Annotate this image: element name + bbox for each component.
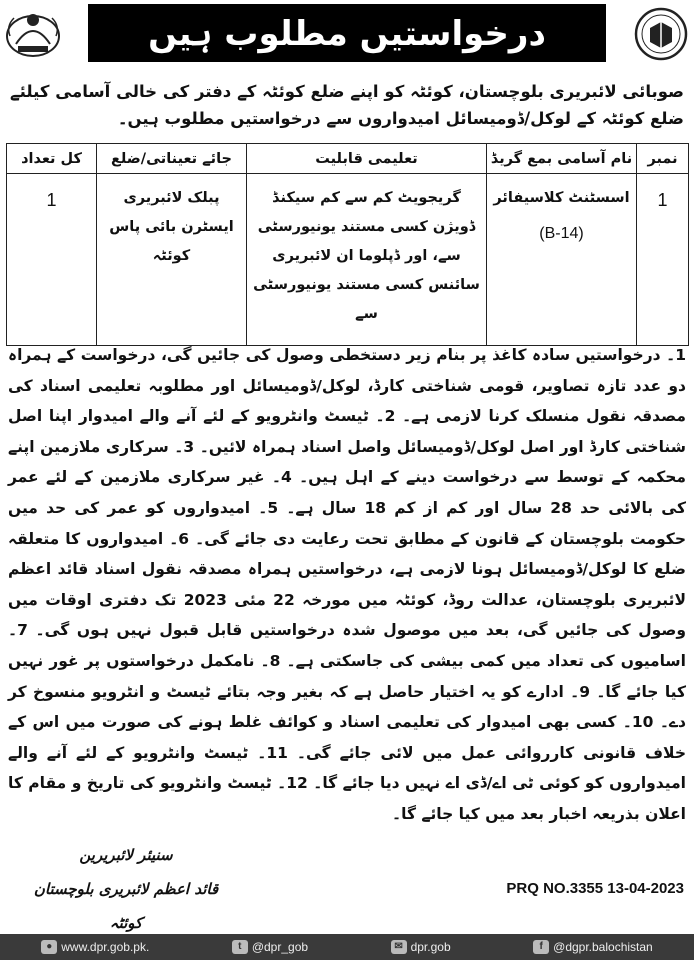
signature-office: قائد اعظم لائبریری بلوچستان کوئٹہ bbox=[33, 880, 219, 932]
row-qualification: گریجویٹ کم سے کم سیکنڈ ڈویژن کسی مستند یونیورسٹی سے، اور ڈپلوما ان لائبریری سائنس کسی مستند یونیورسٹی سے bbox=[247, 174, 487, 346]
header-location: جائے تعیناتی/ضلع bbox=[97, 144, 247, 174]
signature-block bbox=[16, 838, 236, 940]
footer-website[interactable] bbox=[41, 940, 149, 954]
twitter-icon: t bbox=[232, 940, 248, 954]
website-text: www.dpr.gob.pk. bbox=[61, 940, 150, 954]
row-number: 1 bbox=[637, 174, 689, 346]
header-total: کل تعداد bbox=[7, 144, 97, 174]
footer bbox=[0, 934, 694, 960]
table-header-row bbox=[7, 144, 689, 174]
intro-paragraph: صوبائی لائبریری بلوچستان، کوئٹہ کو اپنے ضلع کوئٹہ کے دفتر کی خالی آسامی کیلئے ضلع کوئٹہ کے لوکل/ڈومیسائل امیدواروں سے درخواستیں مطلوب ہیں۔ bbox=[10, 82, 684, 128]
mail-icon: ✉ bbox=[391, 940, 407, 954]
header bbox=[0, 0, 694, 68]
row-post bbox=[487, 174, 637, 346]
signature-designation: سنیئر لائبریرین bbox=[79, 846, 173, 864]
twitter-text: @dpr_gob bbox=[251, 940, 309, 954]
post-grade: (B-14) bbox=[539, 225, 584, 242]
row-location: پبلک لائبریری ایسٹرن بائی پاس کوئٹہ bbox=[97, 174, 247, 346]
facebook-icon: f bbox=[533, 940, 549, 954]
post-title: اسسٹنٹ کلاسیفائر bbox=[493, 190, 630, 206]
header-qualification: تعلیمی قابلیت bbox=[247, 144, 487, 174]
footer-facebook[interactable] bbox=[533, 940, 653, 954]
table-row bbox=[7, 174, 689, 346]
prq-number: PRQ NO.3355 13-04-2023 bbox=[506, 880, 684, 897]
government-emblem-icon bbox=[4, 6, 62, 62]
library-emblem-icon bbox=[632, 6, 690, 62]
posts-table bbox=[6, 143, 689, 346]
header-post: نام آسامی بمع گریڈ bbox=[487, 144, 637, 174]
page-title: درخواستیں مطلوب ہیں bbox=[88, 4, 606, 62]
footer-twitter[interactable] bbox=[232, 940, 308, 954]
globe-icon: ● bbox=[41, 940, 57, 954]
header-number: نمبر bbox=[637, 144, 689, 174]
footer-email[interactable] bbox=[391, 940, 451, 954]
terms-paragraph: 1۔ درخواستیں سادہ کاغذ پر بنام زیر دستخطی وصول کی جائیں گی، درخواست کے ہمراہ دو عدد تازہ تصاویر، قومی شناختی کارڈ، لوکل/ڈومیسائل اور مطلوبہ تعلیمی اسناد کی مصدقہ نقول منسلک کرنا لازمی ہے۔ 2۔ ٹیسٹ وانٹرویو کے لئے آنے والے امیدوار اپنا اصل شناختی کارڈ اور اصل لوکل/ڈومیسائل واصل اسناد ہمراہ لائیں۔ 3۔ سرکاری ملازمین اپنے محکمہ کے توسط سے درخواست دینے کے اہل ہیں۔ 4۔ غیر سرکاری ملازمین کے لئے عمر کی بالائی حد 28 سال اور کم از کم 18 سال ہے۔ 5۔ امیدواروں کو عمر کی حد میں حکومت بلوچستان کے قانون کے مطابق تحت رعایت دی جائے گی۔ 6۔ امیدواروں کا متعلقہ ضلع کا لوکل/ڈومیسائل ہونا لازمی ہے، درخواستیں ہمراہ مصدقہ نقول اسناد قائد اعظم لائبریری بلوچستان، عدالت روڈ، کوئٹہ میں مورخہ 22 مئی 2023 تک دفتری اوقات میں وصول کی جائیں گی، بعد میں موصول شدہ درخواستیں قابل قبول نہیں ہوں گی۔ 7۔ اسامیوں کی تعداد میں کمی بیشی کی جاسکتی ہے۔ 8۔ نامکمل درخواستوں پر غور نہیں کیا جائے گا۔ 9۔ ادارے کو یہ اختیار حاصل ہے کہ بغیر وجہ بتائے ٹیسٹ و انٹرویو منسوخ کر دے۔ 10۔ کسی بھی امیدوار کی تعلیمی اسناد و کوائف غلط ہونے کی صورت میں اس کے خلاف قانونی کارروائی عمل میں لائی جائے گی۔ 11۔ ٹیسٹ وانٹرویو کے لئے آنے والے امیدواروں کو کوئی ٹی اے/ڈی اے نہیں دیا جائے گا۔ 12۔ ٹیسٹ وانٹرویو کی تاریخ و مقام کا اعلان بذریعہ اخبار بعد میں کیا جائے گا۔ bbox=[8, 346, 686, 823]
facebook-text: @dgpr.balochistan bbox=[553, 940, 653, 954]
email-text: dpr.gob bbox=[410, 940, 451, 954]
row-total: 1 bbox=[7, 174, 97, 346]
